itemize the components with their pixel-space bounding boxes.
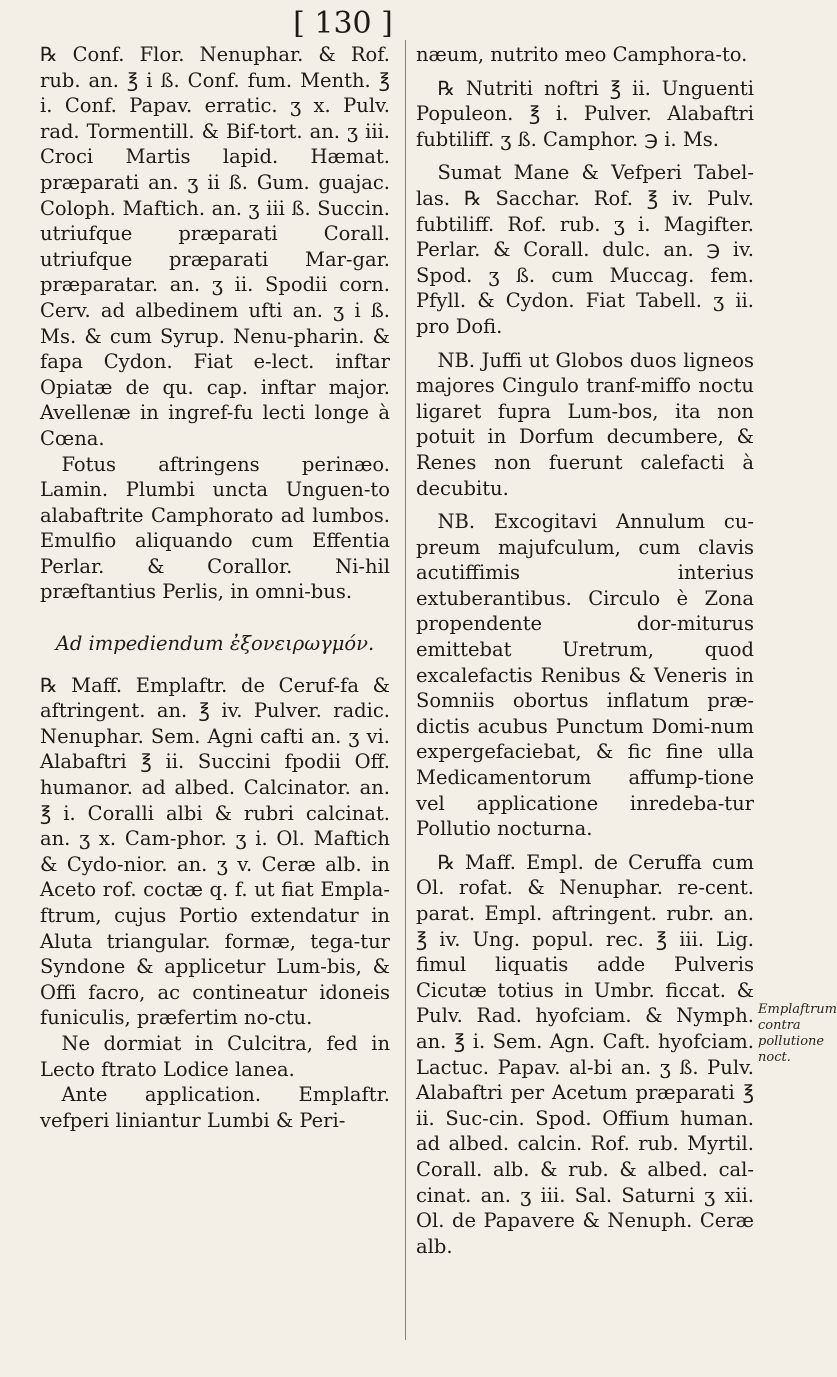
continuation-paragraph: næum, nutrito meo Camphora-to. (416, 43, 748, 66)
plaster-recipe-paragraph: ℞ Maff. Emplaftr. de Ceruf-fa & aftringent. an. ℥ iv. Pulver. radic. Nenuphar. Sem. Agni cafti an. ʒ vi. Alabaftri ℥ ii. Succini fpodii Off. humanor. ad albed. Calcinator. an. ℥ i. Coralli albi & rubri calcinat. an. ʒ x. Cam-phor. ʒ i. Ol. Maftich & Cydo-nior. an. ʒ v. Ceræ alb. in Aceto rof. coctæ q. f. ut fiat Empla-ftrum, cujus Portio extendatur in Aluta triangular. formæ, tega-tur Syndone & applicetur Lum-bis, & Offi facro, ac contineatur idoneis funiculis, præfertim no-ctu. (40, 673, 390, 1030)
fomentation-paragraph: Fotus aftringens perinæo. Lamin. Plumbi uncta Unguen-to alabaftrite Camphorato ad lumbos. Emulfio aliquando cum Effentia Perlar. & Corallor. Ni-hil præftantius Perlis, in omni-bus. (40, 452, 390, 604)
ointment-recipe-paragraph: ℞ Nutriti noftri ℥ ii. Unguenti Populeon. ℥ i. Pulver. Alabaftri fubtiliff. ʒ ß. Camphor. ℈ i. Ms. (416, 76, 754, 151)
nota-bene-globes-paragraph: NB. Juffi ut Globos duos ligneos majores Cingulo tranf-miffo noctu ligaret fupra Lum-bos, ita non potuit in Dorfum decumbere, & Renes non fuerunt calefacti à decubitu. (416, 348, 754, 500)
right-column (416, 42, 754, 1259)
page-number: [ 130 ] (293, 6, 393, 41)
recipe-paragraph: ℞ Conf. Flor. Nenuphar. & Rof. rub. an. ℥ i ß. Conf. fum. Menth. ℥ i. Conf. Papav. erratic. ʒ x. Pulv. rad. Tormentill. & Bif-tort. an. ʒ iii. Croci Martis lapid. Hæmat. præparati an. ʒ ii ß. Gum. guajac. Coloph. Maftich. an. ʒ iii ß. Succin. utriufque præparati Corall. utriufque præparati Mar-gar. præparatar. an. ʒ ii. Spodii corn. Cerv. ad albedinem ufti an. ʒ i ß. Ms. & cum Syrup. Nenu-pharin. & fapa Cydon. Fiat e-lect. inftar Opiatæ de qu. cap. inftar major. Avellenæ in ingref-fu lecti longe à Cœna. (40, 43, 390, 450)
plaster-recipe-paragraph-2: ℞ Maff. Empl. de Ceruffa cum Ol. rofat. & Nenuphar. re-cent. parat. Empl. aftringent. rubr. an. ℥ iv. Ung. popul. rec. ℥ iii. Lig. fimul liquatis adde Pulveris Cicutæ totius in Umbr. ficcat. & Pulv. Rad. hyofciam. & Nymph. an. ℥ i. Sem. Agn. Caft. hyofciam. Lactuc. Papav. al-bi an. ʒ ß. Pulv. Alabaftri per Acetum præparati ℥ ii. Suc-cin. Spod. Offium human. ad albed. calcin. Rof. rub. Myrtil. Corall. alb. & rub. & albed. cal-cinat. an. ʒ iii. Sal. Saturni ʒ xii. Ol. de Papavere & Nenuph. Ceræ alb. (416, 850, 754, 1258)
bedding-paragraph: Ne dormiat in Culcitra, fed in Lecto ftrato Lodice lanea. (40, 1031, 390, 1081)
application-paragraph: Ante application. Emplaftr. vefperi liniantur Lumbi & Peri- (40, 1083, 390, 1132)
margin-note: Emplaftrum contra pollutione noct. (758, 1002, 837, 1065)
tablets-recipe-paragraph: Sumat Mane & Vefperi Tabel-las. ℞ Sacchar. Rof. ℥ iv. Pulv. fubtiliff. Rof. rub. ʒ i. Magifter. Perlar. & Corall. dulc. an. ℈ iv. Spod. ʒ ß. cum Muccag. fem. Pfyll. & Cydon. Fiat Tabell. ʒ ii. pro Dofi. (416, 161, 754, 338)
column-divider (405, 40, 406, 1340)
left-column (40, 42, 390, 1133)
nota-bene-ring-paragraph: NB. Excogitavi Annulum cu-preum majufculum, cum clavis acutiffimis interius extuberantibus. Circulo è Zona propendente dor-miturus emittebat Uretrum, quod excalefactis Renibus & Veneris in Somniis obortus inflatum præ-dictis acubus Punctum Domi-num expergefaciebat, & fic fine ulla Medicamentorum affump-tione vel applicatione inredeba-tur Pollutio nocturna. (416, 510, 754, 841)
section-heading: Ad impediendum ἐξονειρωγμόν. (55, 632, 375, 656)
